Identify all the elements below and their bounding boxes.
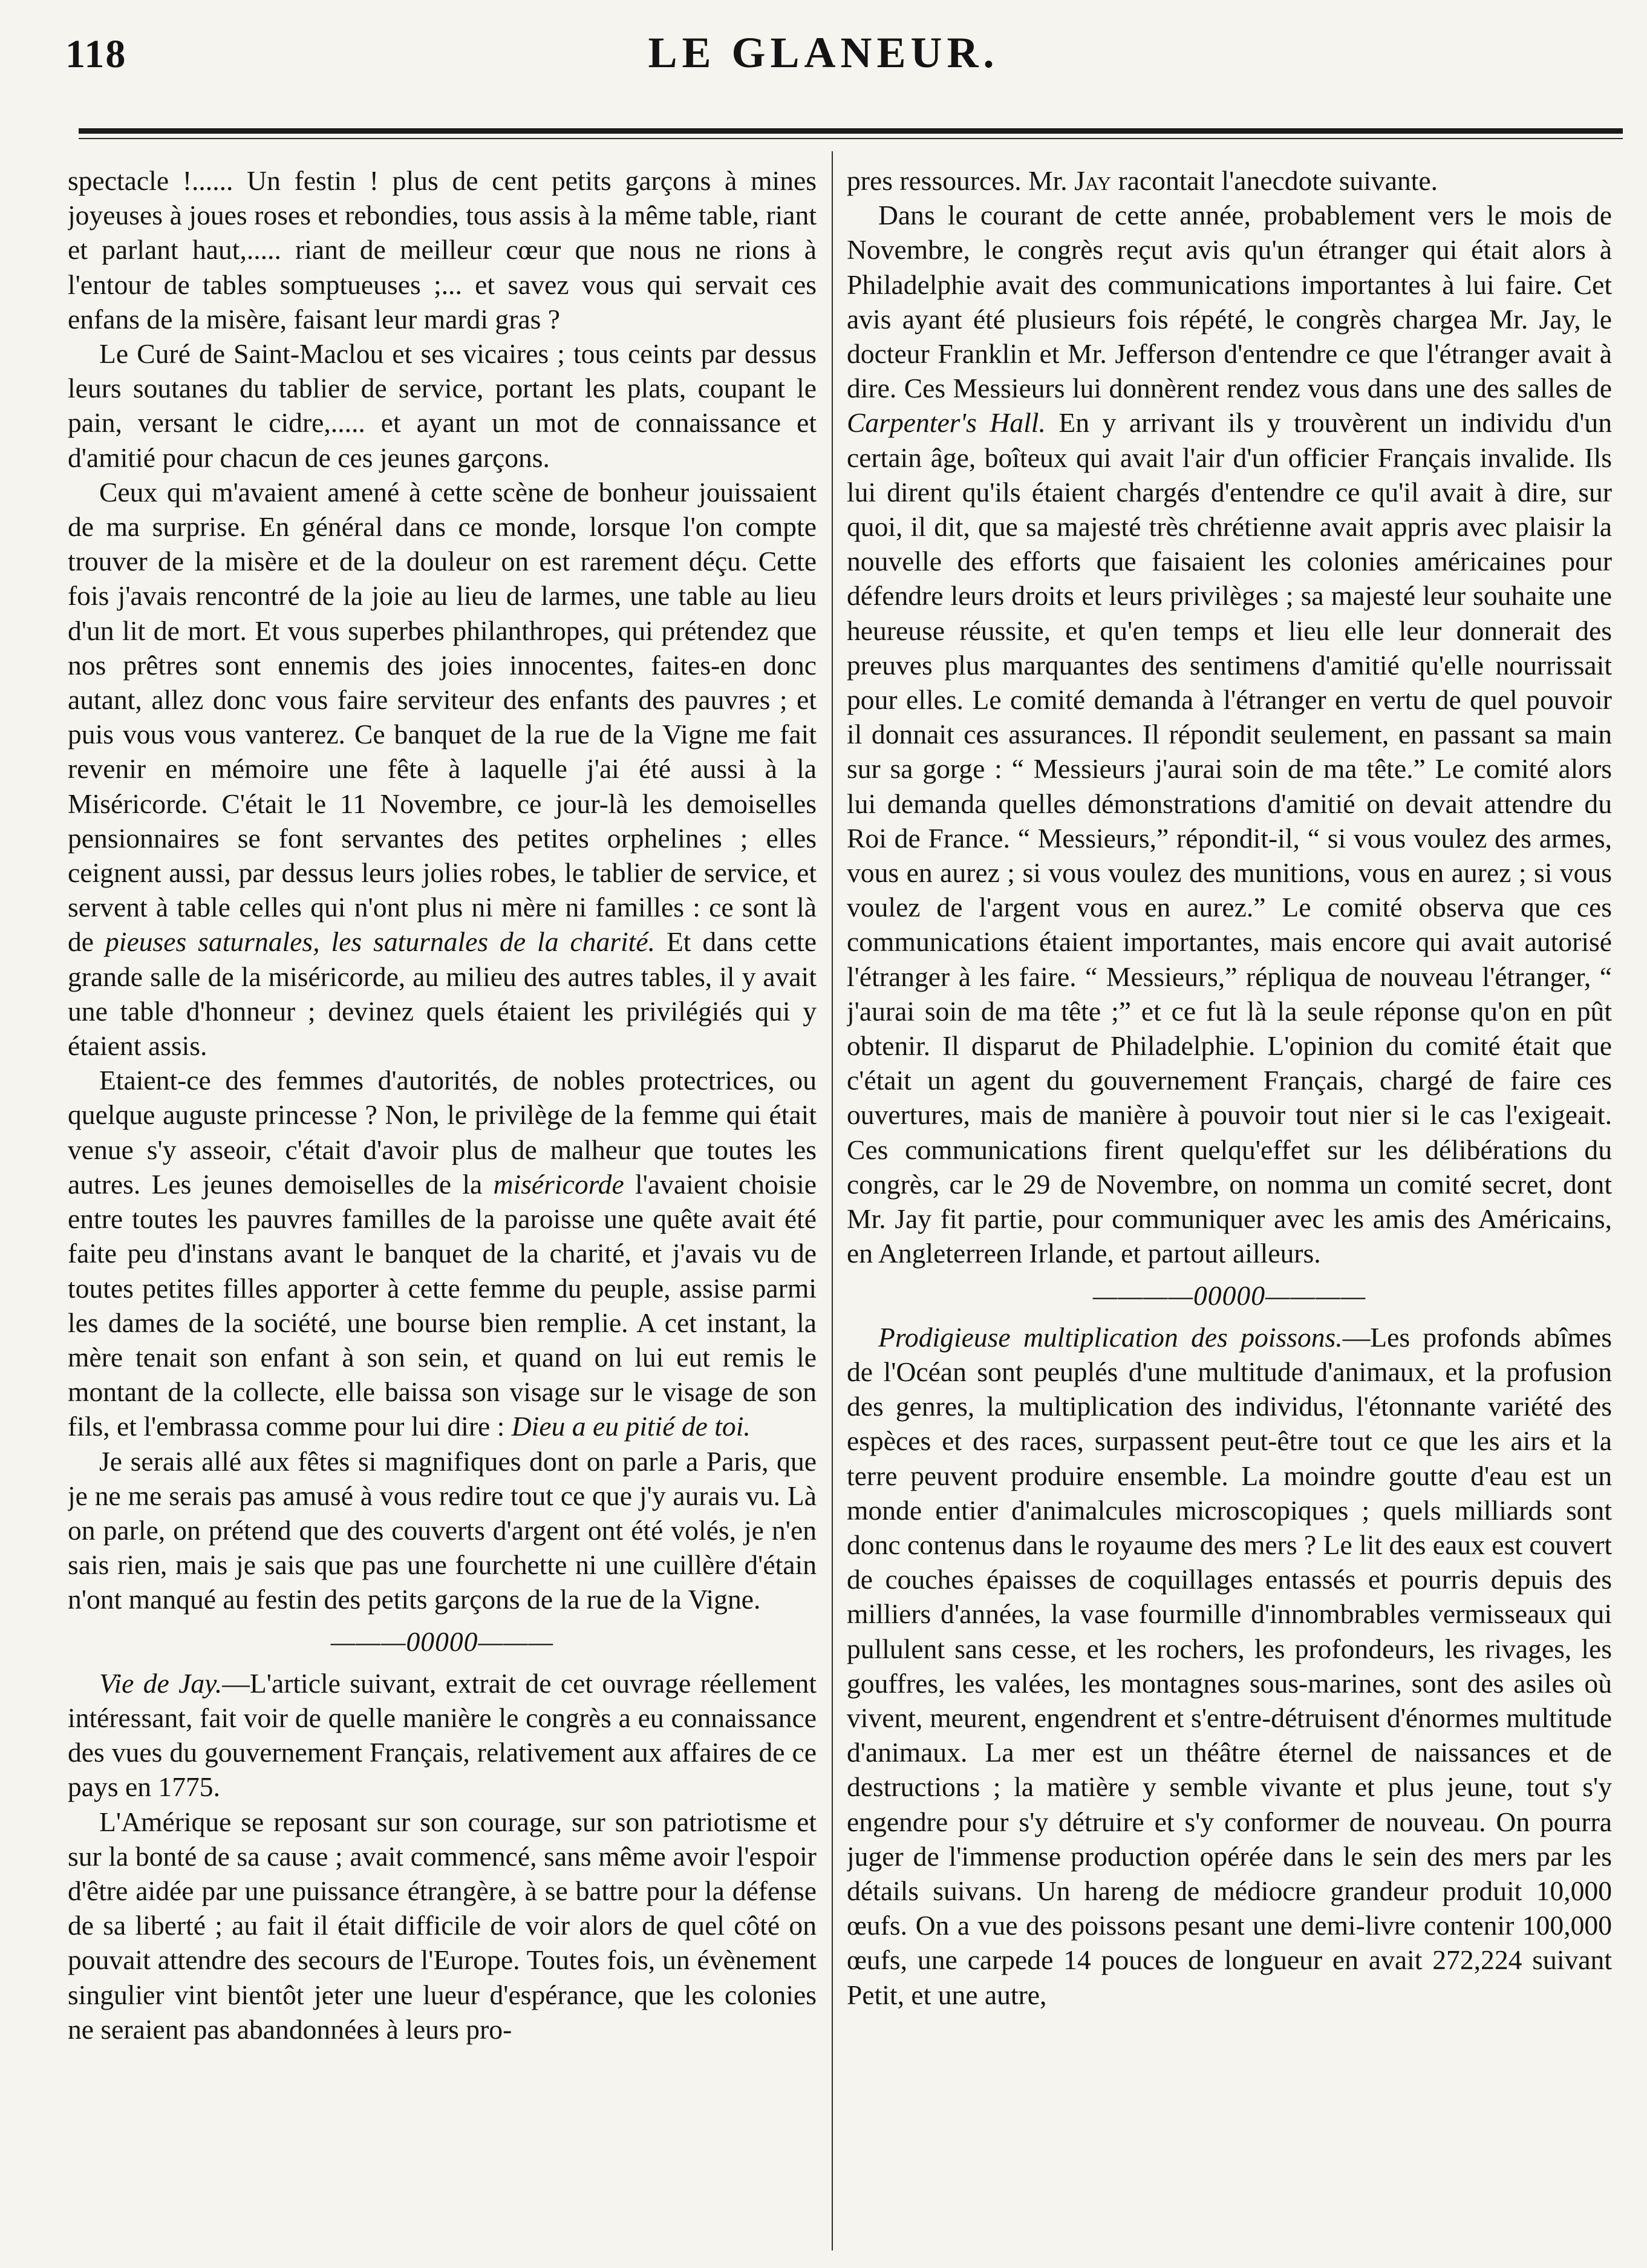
masthead-title: LE GLANEUR.: [648, 28, 999, 77]
italic-phrase: miséricorde: [493, 1168, 624, 1200]
right-column: [847, 163, 1612, 2257]
paragraph: Je serais allé aux fêtes si magnifiques dont on parle a Paris, que je ne me serais pas amusé à vous redire tout ce que j'y aurais vu. Là on parle, on prétend que des couverts d'argent ont été volés, je n'en sais rien, mais je sais que pas une fourchette ni une cuillère d'étain n'ont manqué au festin des petits garçons de la rue de la Vigne.: [68, 1445, 817, 1615]
header-rule-thick: [79, 128, 1623, 134]
paragraph: L'Amérique se reposant sur son courage, sur son patriotisme et sur la bonté de sa cause ; avait commencé, sans même avoir l'espoir d'être aidée par une puissance étrangère, à se battre pour la défense de sa liberté ; au fait il était difficile de voir alors de quel côté on pouvait attendre des secours de l'Europe. Toutes fois, un évènement singulier vint bientôt jeter une lueur d'espérance, que les colonies ne seraient pas abandonnées à leurs pro-: [68, 1806, 817, 2045]
paragraph-text: —L'article suivant, extrait de cet ouvrage réellement intéressant, fait voir de quelle manière le congrès a eu connaissance des vues du gouvernement Français, relativement aux affaires de ce pays en 1775.: [68, 1667, 817, 1803]
article-vie-de-jay: [68, 1666, 817, 1805]
paragraph: [68, 1063, 817, 1443]
article-title: Prodigieuse multiplication des poissons.: [878, 1321, 1343, 1353]
paragraph-text: —Les profonds abîmes de l'Océan sont peuplés d'une multitude d'animaux, et la profusion des genres, la multiplication des individus, l'étonnante variété des espèces et des races, surpassent peut-être tout ce que les airs et la terre peuvent produire ensemble. La moindre goutte d'eau est un monde entier d'animalcules microscopiques ; quels milliards sont donc contenus dans le royaume des mers ? Le lit des eaux est couvert de couches épaisses de coquillages entassés et pourris depuis des milliers d'années, la vase fourmille d'innombrables vermisseaux qui pullulent sans cesse, et les rochers, les profondeurs, les rivages, les gouffres, les valées, les montagnes sous-marines, sont des asiles où vivent, meurent, engendrent et s'entre-détruisent d'énormes multitude d'animaux. La mer est un théâtre éternel de naissances et de destructions ; la matière y semble vivante et plus jeune, tout s'y engendre pour s'y détruire et s'y conformer de nouveau. On pourra juger de l'immense production opérée dans le sein des mers par les détails suivans. Un hareng de médiocre grandeur produit 10,000 œufs. On a vue des poissons pesant une demi-livre contenir 100,000 œufs, une carpede 14 pouces de longueur en avait 272,224 suivant Petit, et une autre,: [847, 1321, 1612, 2010]
paragraph-text: En y arrivant ils y trouvèrent un individu d'un certain âge, boîteux qui avait l'air d'un officier Français invalide. Ils lui dirent qu'ils étaient chargés d'entendre ce qu'il avait à dire, sur quoi, il dit, que sa majesté très chrétienne avait appris avec plaisir la nouvelle des efforts que faisaient les colonies américaines pour défendre leurs droits et leurs privilèges ; sa majesté leur souhaite une heureuse réussite, et qu'en temps et lieu elle leur donnerait des preuves plus marquantes des sentimens d'amitié qu'elle nourrissait pour elles. Le comité demanda à l'étranger en vertu de quel pouvoir il donnait ces assurances. Il répondit seulement, en passant sa main sur sa gorge : “ Messieurs j'aurai soin de ma tête.” Le comité alors lui demanda quelles démonstrations d'amitié on devait attendre du Roi de France. “ Messieurs,” répondit-il, “ si vous voulez des armes, vous en aurez ; si vous voulez des munitions, vous en aurez ; si vous voulez de l'argent vous en aurez.” Le comité observa que ces communications étaient importantes, mais encore qui avait autorisé l'étranger à les faire. “ Messieurs,” répliqua de nouveau l'étranger, “ j'aurai soin de ma tête ;” et ce fut là la seule réponse qu'on en pût obtenir. Il disparut de Philadelphie. L'opinion du comité était que c'était un agent du gouvernement Français, chargé de faire ces ouvertures, mais de manière à pouvoir tout nier si le cas l'exigeait. Ces communications firent quelqu'effet sur les délibérations du congrès, car le 29 de Novembre, on nomma un comité secret, dont Mr. Jay fit partie, pour communiquer avec les amis des Américains, en Angleterreen Irlande, et partout ailleurs.: [847, 407, 1612, 1269]
paragraph-text: Dans le courant de cette année, probablement vers le mois de Novembre, le congrès reçut avis qu'un étranger qui était alors à Philadelphie avait des communications importantes à lui faire. Cet avis ayant été plusieurs fois répété, le congrès chargea Mr. Jay, le docteur Franklin et Mr. Jefferson d'entendre ce que l'étranger avait à dire. Ces Messieurs lui donnèrent rendez vous dans une des salles de: [847, 200, 1612, 404]
column-divider: [832, 151, 833, 2250]
section-separator: ————00000————: [1092, 1279, 1366, 1311]
left-column: [68, 163, 817, 2257]
paragraph-text: Ceux qui m'avaient amené à cette scène de bonheur jouissaient de ma surprise. En général dans ce monde, lorsque l'on compte trouver de la misère et de la douleur on est rarement déçu. Cette fois j'avais rencontré de la joie au lieu de larmes, une table au lieu d'un lit de mort. Et vous superbes philanthropes, qui prétendez que nos prêtres sont ennemis des joies innocentes, faites-en donc autant, allez donc vous faire serviteur des enfants des pauvres ; et puis vous vous vanterez. Ce banquet de la rue de la Vigne me fait revenir en mémoire une fête à laquelle j'ai été aussi à la Miséricorde. C'était le 11 Novembre, ce jour-là les demoiselles pensionnaires se font servantes des petites orphelines ; elles ceignent aussi, par dessus leurs jolies robes, le tablier de service, et servent à table celles qui n'ont plus ni mère ni familles : ce sont là de: [68, 476, 817, 958]
paragraph: [68, 475, 817, 1063]
paragraph-text: racontait l'anecdote suivante.: [1118, 165, 1438, 196]
article-poissons: [847, 1320, 1612, 2012]
paragraph-text: pres ressources. Mr.: [847, 165, 1068, 196]
paragraph: spectacle !...... Un festin ! plus de cent petits garçons à mines joyeuses à joues roses et rebondies, tous assis à la même table, riant et parlant haut,..... riant de meilleur cœur que nous ne rions à l'entour de tables somptueuses ;... et savez vous qui servait ces enfans de la misère, faisant leur mardi gras ?: [68, 165, 817, 335]
paragraph: [847, 198, 1612, 1270]
italic-place: Carpenter's Hall.: [847, 407, 1046, 439]
paragraph: [847, 163, 1612, 198]
italic-phrase: pieuses saturnales, les saturnales de la charité.: [105, 926, 655, 958]
section-separator: ———00000———: [330, 1626, 554, 1657]
paragraph-text: Etaient-ce des femmes d'autorités, de nobles protectrices, ou quelque auguste princesse ? Non, le privilège de la femme qui était venue s'y asseoir, c'était d'avoir plus de malheur que toutes les autres. Les jeunes demoiselles de la: [68, 1065, 817, 1200]
paragraph-text: Et dans cette grande salle de la miséricorde, au milieu des autres tables, il y avait une table d'honneur ; devinez quels étaient les privilégiés qui y étaient assis.: [68, 926, 817, 1062]
italic-quote: Dieu a eu pitié de toi.: [511, 1411, 751, 1442]
page-number: 118: [65, 32, 127, 76]
paragraph: Le Curé de Saint-Maclou et ses vicaires ; tous ceints par dessus leurs soutanes du tablier de service, portant les plats, coupant le pain, versant le cidre,..... et ayant un mot de connaissance et d'amitié pour chacun de ces jeunes garçons.: [68, 338, 817, 473]
paragraph-text: l'avaient choisie entre toutes les pauvres familles de la paroisse une quête avait été faite peu d'instans avant le banquet de la charité, et j'avais vu de toutes petites filles apporter à cette femme du peuple, assise parmi les dames de la société, une bourse bien remplie. A cet instant, la mère tenait son enfant à son sein, et quand on lui eut remis le montant de la collecte, elle baissa son visage sur le visage de son fils, et l'embrassa comme pour lui dire :: [68, 1168, 817, 1442]
name-jay: Jay: [1074, 165, 1112, 196]
article-title: Vie de Jay.: [99, 1667, 223, 1699]
header-rule-thin: [79, 138, 1623, 139]
